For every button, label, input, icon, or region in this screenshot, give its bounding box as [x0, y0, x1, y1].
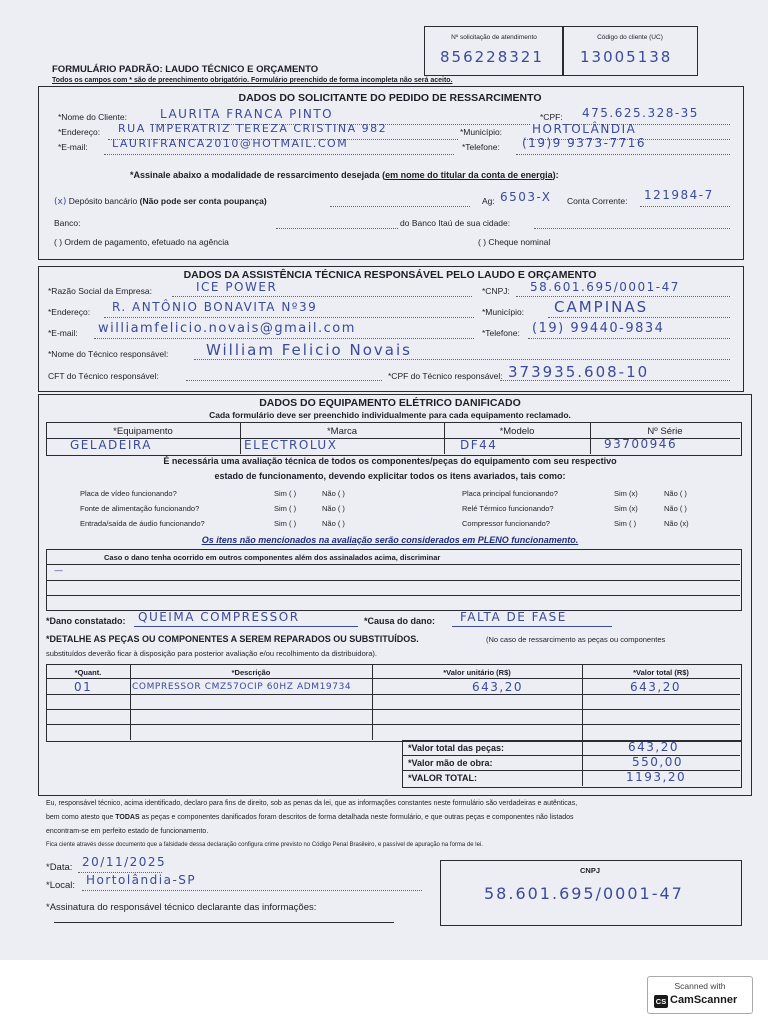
- request-number-label: Nº solicitação de atendimento: [451, 34, 537, 41]
- right-check-label-2: Compressor funcionando?: [462, 519, 550, 528]
- labor-label: *Valor mão de obra:: [408, 758, 493, 768]
- equipment-subtitle: Cada formulário deve ser preenchido individualmente para cada equipamento reclamado.: [209, 410, 571, 420]
- left-check-label-0: Placa de vídeo funcionando?: [80, 489, 177, 498]
- scanned-with-text: Scanned with: [674, 981, 726, 991]
- camscanner-watermark: [647, 976, 753, 1014]
- tech-name-label: *Nome do Técnico responsável:: [48, 349, 169, 359]
- account-label: Conta Corrente:: [567, 196, 628, 206]
- place-value: Hortolândia-SP: [86, 873, 197, 887]
- eval-line-1: É necessária uma avaliação técnica de todos os componentes/peças do equipamento com seu respectivo: [163, 456, 617, 466]
- equipment-title: DADOS DO EQUIPAMENTO ELÉTRICO DANIFICADO: [259, 397, 521, 409]
- applicant-section-title: DADOS DO SOLICITANTE DO PEDIDO DE RESSARCIMENTO: [238, 92, 542, 104]
- client-cpf-label: *CPF:: [540, 112, 563, 122]
- equipment-header-type: *Equipamento: [113, 426, 173, 437]
- place-label: *Local:: [46, 880, 76, 891]
- parts-header-qty: *Quant.: [74, 668, 102, 677]
- date-value: 20/11/2025: [82, 855, 167, 869]
- client-email-value: LAURIFRANCA2010@HOTMAIL.COM: [112, 137, 349, 150]
- client-phone-value: (19)9 9373-7716: [522, 136, 646, 150]
- parts-header-total: *Valor total (R$): [633, 668, 689, 677]
- cnpj-stamp-label: CNPJ: [579, 866, 600, 875]
- parts-title: *DETALHE AS PEÇAS OU COMPONENTES A SEREM REPARADOS OU SUBSTITUÍDOS.: [46, 634, 419, 644]
- refund-instruction: *Assinale abaixo a modalidade de ressarcimento desejada (em nome do titular da conta de energia):: [130, 170, 559, 180]
- total-parts-value: 643,20: [628, 740, 679, 754]
- declaration-line-4: Fica ciente através desse documento que a falsidade dessa declaração configura crime previsto no Código Penal Brasileiro, e passível de apuração na forma de lei.: [46, 842, 483, 848]
- client-code-value: 13005138: [580, 48, 673, 66]
- tech-address-label: *Endereço:: [48, 307, 91, 317]
- parts-row-desc: COMPRESSOR CMZ57OCIP 60HZ ADM19734: [132, 682, 352, 692]
- right-check-nao-1[interactable]: Não ( ): [664, 504, 687, 513]
- tech-email-label: *E-mail:: [48, 328, 78, 338]
- client-cpf-value: 475.625.328-35: [582, 106, 699, 120]
- company-value: ICE POWER: [196, 280, 278, 294]
- other-damage-label: Caso o dano tenha ocorrido em outros componentes além dos assinalados acima, discriminar: [104, 553, 441, 562]
- total-parts-label: *Valor total das peças:: [408, 743, 505, 753]
- cft-label: CFT do Técnico responsável:: [48, 371, 159, 381]
- tech-cpf-value: 373935.608-10: [508, 363, 650, 381]
- form-title: FORMULÁRIO PADRÃO: LAUDO TÉCNICO E ORÇAMENTO: [52, 64, 319, 75]
- form-note: Todos os campos com * são de preenchimento obrigatório. Formulário preenchido de forma incompleta não será aceito.: [52, 77, 453, 84]
- right-check-sim-1[interactable]: Sim (x): [614, 504, 638, 513]
- declaration-line-2: bem como atesto que TODAS as peças e componentes danificados foram descritos de forma detalhada neste formulário, e que outras peças e componentes não listados: [46, 814, 574, 821]
- camscanner-brand: CamScanner: [670, 994, 738, 1006]
- left-check-sim-1[interactable]: Sim ( ): [274, 504, 297, 513]
- company-label: *Razão Social da Empresa:: [48, 286, 152, 296]
- left-check-label-2: Entrada/saída de áudio funcionando?: [80, 519, 205, 528]
- left-check-nao-1[interactable]: Não ( ): [322, 504, 345, 513]
- parts-row-unit: 643,20: [472, 680, 523, 694]
- parts-note-a: (No caso de ressarcimento as peças ou componentes: [486, 635, 666, 644]
- cause-label: *Causa do dano:: [364, 616, 436, 626]
- client-name-label: *Nome do Cliente:: [58, 112, 127, 122]
- labor-value: 550,00: [632, 755, 683, 769]
- client-code-label: Código do cliente (UC): [597, 34, 663, 41]
- right-check-label-0: Placa principal funcionando?: [462, 489, 558, 498]
- tech-email-value: williamfelicio.novais@gmail.com: [98, 321, 356, 336]
- camscanner-logo-icon: CS: [655, 997, 667, 1006]
- tech-name-value: William Felicio Novais: [206, 341, 412, 359]
- right-check-nao-2[interactable]: Não (x): [664, 519, 689, 528]
- other-damage-value: —: [54, 566, 65, 576]
- left-check-nao-0[interactable]: Não ( ): [322, 489, 345, 498]
- client-name-value: LAURITA FRANCA PINTO: [160, 107, 334, 121]
- date-label: *Data:: [46, 862, 73, 873]
- signature-label: *Assinatura do responsável técnico declarante das informações:: [46, 902, 317, 913]
- equipment-serial-value: 93700946: [604, 437, 678, 451]
- bank-label: Banco:: [54, 218, 81, 228]
- tech-city-value: CAMPINAS: [554, 298, 649, 316]
- deposit-option[interactable]: (x) Depósito bancário (Não pode ser conta poupança): [54, 196, 267, 207]
- eval-line-2: estado de funcionamento, devendo explicitar todos os itens avariados, tais como:: [214, 471, 566, 481]
- cause-value: FALTA DE FASE: [460, 610, 567, 624]
- right-check-nao-0[interactable]: Não ( ): [664, 489, 687, 498]
- declaration-line-3: encontram-se em perfeito estado de funcionamento.: [46, 828, 209, 835]
- agency-value: 6503-X: [500, 190, 552, 204]
- left-check-sim-0[interactable]: Sim ( ): [274, 489, 297, 498]
- right-check-label-1: Relé Térmico funcionando?: [462, 504, 554, 513]
- client-address-label: *Endereço:: [58, 127, 101, 137]
- tech-cpf-label: *CPF do Técnico responsável:: [388, 371, 503, 381]
- damage-value: QUEIMA COMPRESSOR: [138, 610, 300, 624]
- client-city-value: HORTOLÂNDIA: [532, 122, 637, 136]
- payment-order-option[interactable]: ( ) Ordem de pagamento, efetuado na agência: [54, 237, 229, 247]
- account-value: 121984-7: [644, 188, 714, 202]
- equipment-type-value: GELADEIRA: [70, 438, 152, 452]
- parts-header-desc: *Descrição: [231, 668, 271, 677]
- agency-label: Ag:: [482, 196, 495, 206]
- check-option[interactable]: ( ) Cheque nominal: [478, 237, 551, 247]
- equipment-header-brand: *Marca: [326, 426, 358, 437]
- equipment-brand-value: ELECTROLUX: [244, 438, 338, 452]
- tech-cnpj-value: 58.601.695/0001-47: [530, 280, 680, 294]
- parts-note-b: substituídos deverão ficar à disposição para posterior avaliação e/ou recolhimento da distribuidora).: [46, 649, 378, 658]
- parts-header-unit: *Valor unitário (R$): [443, 668, 511, 677]
- damage-label: *Dano constatado:: [46, 616, 126, 626]
- declaration-line-1: Eu, responsável técnico, acima identificado, declaro para fins de direito, sob as penas da lei, que as informações constantes neste formulário são verdadeiras e autênticas,: [46, 800, 578, 807]
- grand-total-value: 1193,20: [626, 770, 687, 784]
- equipment-header-model: *Modelo: [499, 426, 535, 437]
- left-check-label-1: Fonte de alimentação funcionando?: [80, 504, 200, 513]
- equipment-model-value: DF44: [460, 438, 498, 452]
- left-check-sim-2[interactable]: Sim ( ): [274, 519, 297, 528]
- tech-assist-title: DADOS DA ASSISTÊNCIA TÉCNICA RESPONSÁVEL PELO LAUDO E ORÇAMENTO: [183, 269, 597, 281]
- client-city-label: *Município:: [460, 127, 503, 137]
- tech-address-value: R. ANTÔNIO BONAVITA Nº39: [112, 300, 318, 314]
- itau-label: do Banco Itaú de sua cidade:: [400, 218, 511, 228]
- tech-city-label: *Município:: [482, 307, 525, 317]
- full-operation-note: Os itens não mencionados na avaliação serão considerados em PLENO funcionamento.: [201, 535, 579, 545]
- tech-cnpj-label: *CNPJ:: [482, 286, 510, 296]
- parts-row-total: 643,20: [630, 680, 681, 694]
- cnpj-stamp-value: 58.601.695/0001-47: [484, 884, 684, 903]
- client-address-value: RUA IMPERATRIZ TEREZA CRISTINA 982: [118, 122, 388, 135]
- grand-total-label: *VALOR TOTAL:: [408, 773, 477, 783]
- client-email-label: *E-mail:: [58, 142, 88, 152]
- client-phone-label: *Telefone:: [462, 142, 500, 152]
- right-check-sim-2[interactable]: Sim ( ): [614, 519, 637, 528]
- tech-phone-value: (19) 99440-9834: [532, 321, 665, 336]
- request-number-value: 856228321: [440, 48, 544, 66]
- right-check-sim-0[interactable]: Sim (x): [614, 489, 638, 498]
- left-check-nao-2[interactable]: Não ( ): [322, 519, 345, 528]
- parts-row-qty: 01: [74, 680, 93, 694]
- tech-phone-label: *Telefone:: [482, 328, 520, 338]
- equipment-header-serial: Nº Série: [647, 426, 683, 437]
